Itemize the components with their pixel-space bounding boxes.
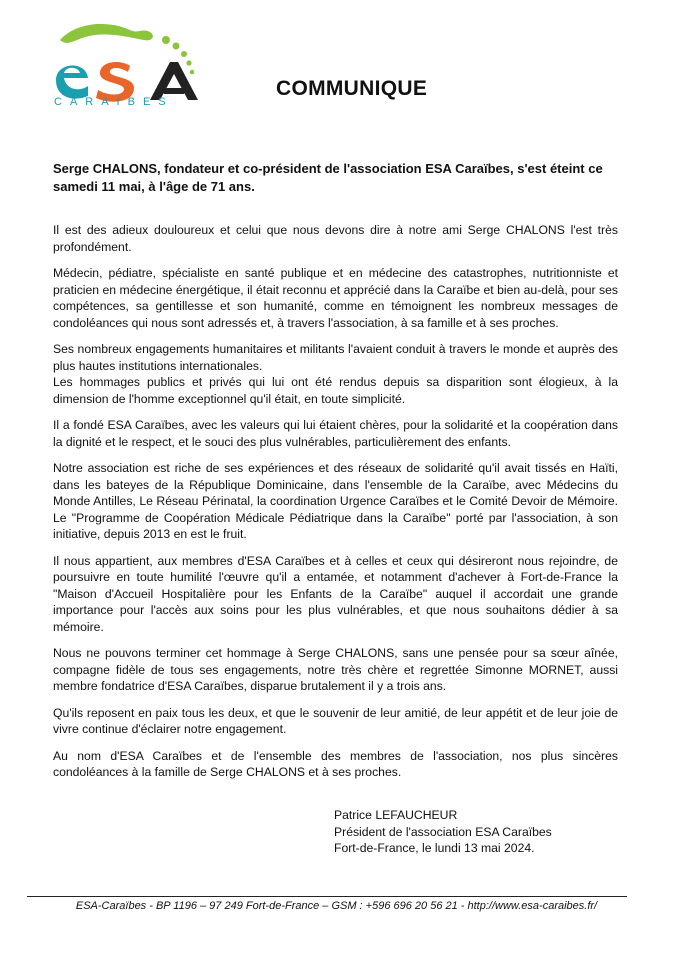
paragraph: Médecin, pédiatre, spécialiste en santé publique et en médecine des catastrophes, nutritionniste et praticien en médecine énergétique, il était reconnu et apprécié dans la Caraïbe et bien au-delà, pour ses compétences, sa gentillesse et son humanité, comme en témoignent les nombreux messages de condoléances qui nous sont adressés et, à travers l'association, à sa famille et à ses proches. [53, 266, 618, 330]
lead-statement: Serge CHALONS, fondateur et co-président de l'association ESA Caraïbes, s'est éteint ce samedi 11 mai, à l'âge de 71 ans. [53, 161, 603, 194]
page-title: COMMUNIQUE [276, 77, 428, 100]
paragraph: Il est des adieux douloureux et celui que nous devons dire à notre ami Serge CHALONS l'est très profondément. [53, 223, 618, 254]
footer-contact: ESA-Caraïbes - BP 1196 – 97 249 Fort-de-France – GSM : +596 696 20 56 21 - http://www.esa-caraibes.fr/ [75, 900, 598, 912]
paragraph: Notre association est riche de ses expériences et des réseaux de solidarité qu'il avait tissés en Haïti, dans les bateyes de la République Dominicaine, dans l'ensemble de la Caraïbe, avec Médecins du Monde Antilles, Le Réseau Périnatal, la coordination Urgence Caraïbes et le Comité Devoir de Mémoire. Le "Programme de Coopération Médicale Pédiatrique dans la Caraïbe" porté par l'association, à son initiative, depuis 2013 en est le fruit. [53, 461, 618, 541]
paragraph: Nous ne pouvons terminer cet hommage à Serge CHALONS, sans une pensée pour sa sœur aînée, compagne fidèle de tous ses engagements, notre très chère et regrettée Simonne MORNET, aussi membre fondatrice d'ESA Caraïbes, disparue brutalement il y a trois ans. [53, 646, 618, 693]
paragraph: Il nous appartient, aux membres d'ESA Caraïbes et à celles et ceux qui désireront nous rejoindre, de poursuivre en toute humilité l'œuvre qu'il a entamée, et notamment d'achever à Fort-de-France la "Maison d'Accueil Hospitalière pour les Enfants de la Caraïbe" auquel il accordait une grande importance pour l'accès aux soins pour les plus vulnérables, et que nous souhaitons dédier à sa mémoire. [53, 553, 618, 634]
communique-body [53, 222, 618, 791]
paragraph: Ses nombreux engagements humanitaires et militants l'avaient conduit à travers le monde et auprès des plus hautes institutions internationales. Les hommages publics et privés qui lui ont été rendus depuis sa disparition sont élogieux, à la dimension de l'homme exceptionnel qu'il était, en toute simplicité. [53, 342, 618, 406]
signature-block: Patrice LEFAUCHEUR Président de l'association ESA Caraïbes Fort-de-France, le lundi 13 mai 2024. [334, 808, 552, 855]
paragraph: Il a fondé ESA Caraïbes, avec les valeurs qui lui étaient chères, pour la solidarité et la coopération dans la dignité et le respect, et le souci des plus vulnérables, particulièrement des enfants. [53, 418, 618, 449]
paragraph: Qu'ils reposent en paix tous les deux, et que le souvenir de leur amitié, de leur appétit et de leur joie de vivre continue d'éclairer notre engagement. [53, 705, 618, 736]
paragraph: Au nom d'ESA Caraïbes et de l'ensemble des membres de l'association, nos plus sincères condoléances à la famille de Serge CHALONS et à ses proches. [53, 748, 618, 779]
footer-divider [27, 896, 627, 897]
esa-caraibes-logo [46, 16, 206, 116]
logo-subtitle: CARAIBES [54, 96, 174, 108]
